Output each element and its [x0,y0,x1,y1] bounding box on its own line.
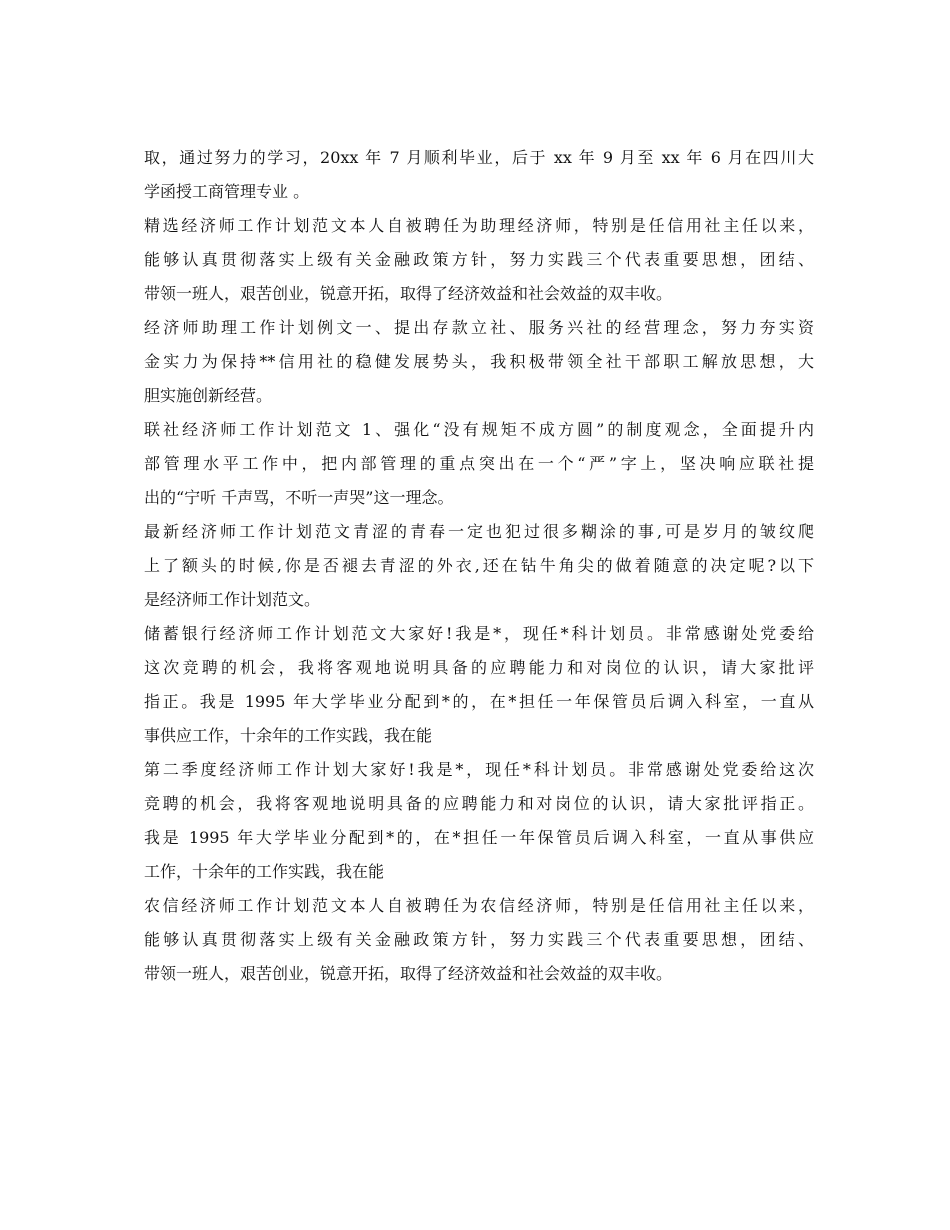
text-line: 能够认真贯彻落实上级有关金融政策方针，努力实践三个代表重要思想，团结、 [144,930,814,949]
text-line: 工作，十余年的工作实践，我在能 [144,862,385,881]
paragraph-5 [144,515,814,617]
text-line: 经济师助理工作计划例文一、提出存款立社、服务兴社的经营理念，努力夯实资 [144,318,814,337]
text-line: 事供应工作，十余年的工作实践，我在能 [144,726,433,745]
text-line: 我是 1995 年大学毕业分配到*的，在*担任一年保管员后调入科室，一直从事供应 [144,828,814,847]
text-line: 竞聘的机会，我将客观地说明具备的应聘能力和对岗位的认识，请大家批评指正。 [144,794,814,813]
text-line: 金实力为保持**信用社的稳健发展势头，我积极带领全社干部职工解放思想，大 [144,352,814,371]
text-line: 出的“宁听 千声骂，不听一声哭”这一理念。 [144,488,454,507]
text-line: 上了额头的时候,你是否褪去青涩的外衣,还在钻牛角尖的做着随意的决定呢?以下 [144,556,814,575]
text-line: 带领一班人，艰苦创业，锐意开拓，取得了经济效益和社会效益的双丰收。 [144,284,673,303]
paragraph-4 [144,413,814,515]
text-line: 联社经济师工作计划范文 1、强化“没有规矩不成方圆”的制度观念，全面提升内 [144,420,814,439]
paragraph-6 [144,617,814,753]
text-line: 精选经济师工作计划范文本人自被聘任为助理经济师，特别是任信用社主任以来， [144,216,814,235]
text-line: 指正。我是 1995 年大学毕业分配到*的，在*担任一年保管员后调入科室，一直从 [144,692,814,711]
text-line: 是经济师工作计划范文。 [144,590,321,609]
document-body [144,141,814,991]
paragraph-2 [144,209,814,311]
text-line: 胆实施创新经营。 [144,386,273,405]
text-line: 第二季度经济师工作计划大家好!我是*，现任*科计划员。非常感谢处党委给这次 [144,760,814,779]
paragraph-7 [144,753,814,889]
text-line: 学函授工商管理专业 。 [144,182,310,201]
text-line: 农信经济师工作计划范文本人自被聘任为农信经济师，特别是任信用社主任以来， [144,896,814,915]
paragraph-1 [144,141,814,209]
text-line: 能够认真贯彻落实上级有关金融政策方针，努力实践三个代表重要思想，团结、 [144,250,814,269]
text-line: 这次竞聘的机会，我将客观地说明具备的应聘能力和对岗位的认识，请大家批评 [144,658,814,677]
text-line: 取，通过努力的学习，20xx 年 7 月顺利毕业，后于 xx 年 9 月至 xx 年 6 月在四川大 [144,148,814,167]
text-line: 带领一班人，艰苦创业，锐意开拓，取得了经济效益和社会效益的双丰收。 [144,964,673,983]
paragraph-3 [144,311,814,413]
text-line: 部管理水平工作中，把内部管理的重点突出在一个“严”字上，坚决响应联社提 [144,454,814,473]
text-line: 最新经济师工作计划范文青涩的青春一定也犯过很多糊涂的事,可是岁月的皱纹爬 [144,522,814,541]
paragraph-8 [144,889,814,991]
text-line: 储蓄银行经济师工作计划范文大家好!我是*，现任*科计划员。非常感谢处党委给 [144,624,814,643]
